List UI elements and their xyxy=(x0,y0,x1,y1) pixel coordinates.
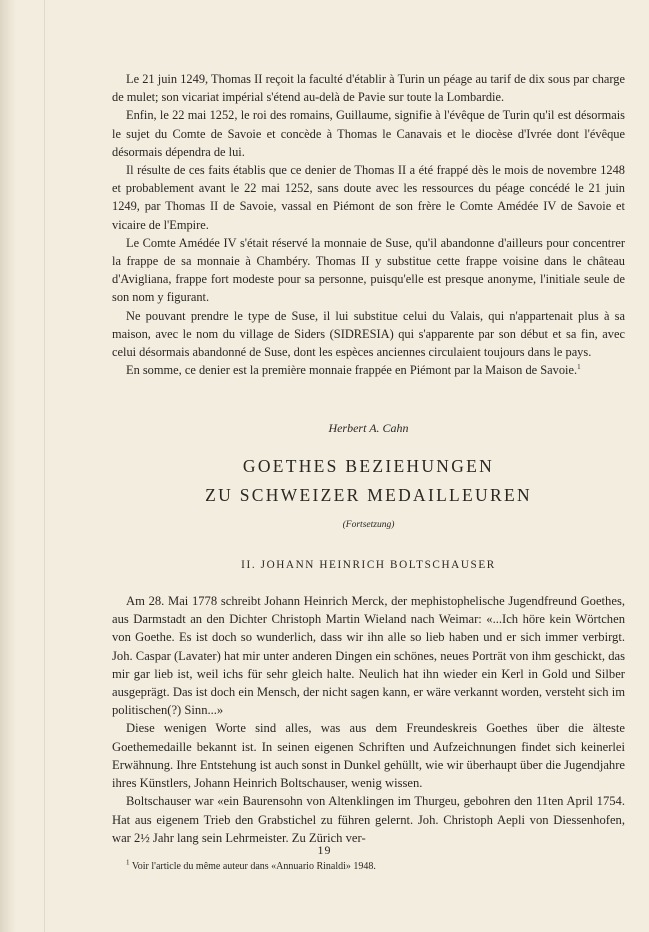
german-text-section xyxy=(112,592,625,847)
page-binding-shadow xyxy=(0,0,16,932)
page-fold-line xyxy=(44,0,45,932)
article-title-line-2: ZU SCHWEIZER MEDAILLEUREN xyxy=(205,484,532,505)
article-title-line-1: GOETHES BEZIEHUNGEN xyxy=(242,455,495,476)
paragraph: Enfin, le 22 mai 1252, le roi des romains, Guillaume, signifie à l'évêque de Turin qu'il est désormais le sujet du Comte de Savoie et concède à Thomas le Canavais et le diocèse d'Ivrée dont l'évêque désormais dépendra de lui. xyxy=(112,108,625,159)
paragraph: Le 21 juin 1249, Thomas II reçoit la faculté d'établir à Turin un péage au tarif de dix sous par charge de mulet; son vicariat impérial s'étend au-delà de Pavie sur toute la Lombardie. xyxy=(112,72,625,105)
section-heading: II. JOHANN HEINRICH BOLTSCHAUSER xyxy=(241,558,496,571)
french-text-section xyxy=(112,70,625,379)
article-header xyxy=(112,419,625,574)
footnotes xyxy=(112,860,625,874)
paragraph: Boltschauser war «ein Baurensohn von Altenklingen im Thurgeu, gebohren den 11ten April 1754. Hat aus eigenem Trieb den Grabstichel zu führen gelernt. Joh. Christoph Aepli von Diessenhofen, war 2½ Jahr lang sein Lehrmeister. Zu Zürich ver- xyxy=(112,794,625,845)
footnote-marker: 1 xyxy=(126,858,130,867)
document-page xyxy=(112,70,625,874)
paragraph: Ne pouvant prendre le type de Suse, il lui substitue celui du Valais, qui n'appartenait plus à sa maison, avec le nom du village de Siders (SIDRESIA) qui s'apparente par son début et sa fin, avec celui désormais abandonné de Suse, dont les espèces anciennes circulaient toujours dans le pays. xyxy=(112,308,625,360)
page-number: 19 xyxy=(317,843,332,857)
paragraph: Am 28. Mai 1778 schreibt Johann Heinrich Merck, der mephistophelische Jugendfreund Goethes, aus Darmstadt an den Dichter Christoph Martin Wieland nach Weimar: «...Ich höre kein Wörtchen von Goethe. Es ist doch so wunderlich, dass wir ihn alle so lieb haben und er sich immer verbirgt. Joh. Caspar (Lavater) hat mir unter anderen Dingen ein schönes, neues Porträt von ihm geschickt, das mir gar lieb ist, weil ichs für sehr gleich halte. Neulich hat ihn wieder ein Kerl in Gold und Silber ausgeprägt. Das ist doch ein Mensch, der nicht sagen kann, er wäre verkannt worden, versteht sich im politischen(?) Sinn...» xyxy=(112,594,625,718)
paragraph-text: En somme, ce denier est la première monnaie frappée en Piémont par la Maison de Savoie. xyxy=(126,363,578,378)
footnote xyxy=(112,860,625,874)
footnote-reference[interactable]: 1 xyxy=(577,363,581,372)
footnote-text: Voir l'article du même auteur dans «Annuario Rinaldi» 1948. xyxy=(131,860,376,872)
article-subtitle: (Fortsetzung) xyxy=(342,519,395,530)
paragraph: Il résulte de ces faits établis que ce denier de Thomas II a été frappé dès le mois de novembre 1248 et probablement avant le 22 mai 1252, sans doute avec les ressources du péage concédé le 21 juin 1249, par Thomas II de Savoie, vassal en Piémont de son frère le Comte Amédée IV de Savoie et vicaire de l'Empire. xyxy=(112,163,625,232)
paragraph xyxy=(112,361,625,379)
article-author: Herbert A. Cahn xyxy=(328,421,409,436)
paragraph: Diese wenigen Worte sind alles, was aus dem Freundeskreis Goethes über die älteste Goethemedaille bekannt ist. In seinen eigenen Schriften und Aufzeichnungen findet sich keinerlei Erwähnung. Ihre Entstehung ist auch sonst in Dunkel gehüllt, wie wir überhaupt über die Jugendjahre ihres Künstlers, Johann Heinrich Boltschauser, wenig wissen. xyxy=(112,721,625,791)
paragraph: Le Comte Amédée IV s'était réservé la monnaie de Suse, qu'il abandonne d'ailleurs pour concentrer la frappe de sa monnaie à Chambéry. Thomas II y substitue cette frappe voisine dans le château d'Avigliana, frappe fort modeste pour sa personne, puisqu'elle est presque anonyme, l'initiale seule de son nom y figurant. xyxy=(112,235,625,305)
